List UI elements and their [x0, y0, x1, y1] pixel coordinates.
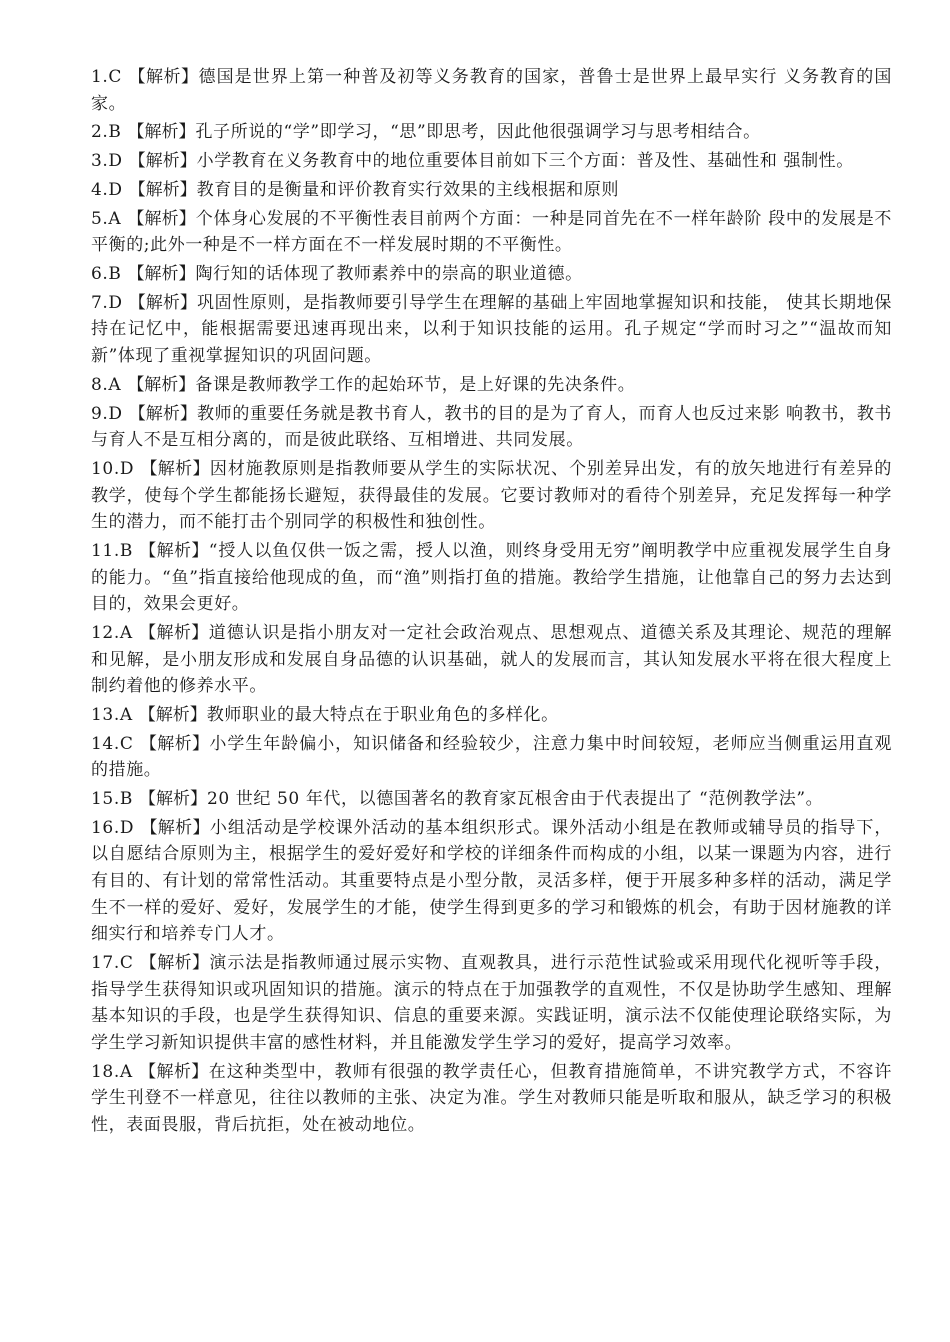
answer-entry	[91, 290, 892, 370]
answer-number: 7.D	[91, 292, 123, 313]
analysis-tag: 【解析】	[139, 733, 210, 754]
answer-entry	[91, 815, 892, 948]
analysis-text: “授人以鱼仅供一饭之需，授人以渔，则终身受用无穷”阐明教学中应重视发展学生自身的能力。“鱼”指直接给他现成的鱼，而“渔”则指打鱼的措施。教给学生措施，让他靠自己的努力去达到目的，效果会更好。	[91, 540, 892, 615]
answer-list	[91, 64, 892, 1138]
analysis-text: 小学生年龄偏小，知识储备和经验较少，注意力集中时间较短，老师应当侧重运用直观的措施。	[91, 733, 892, 781]
answer-entry	[91, 177, 892, 204]
answer-number: 16.D	[91, 817, 135, 838]
answer-number: 9.D	[91, 403, 123, 424]
answer-number: 6.B	[91, 264, 122, 285]
analysis-text: 个体身心发展的不平衡性表目前两个方面：一种是同首先在不一样年龄阶 段中的发展是不平衡的;此外一种是不一样方面在不一样发展时期的不平衡性。	[91, 208, 892, 256]
analysis-text: 道德认识是指小朋友对一定社会政治观点、思想观点、道德关系及其理论、规范的理解和见解，是小朋友形成和发展自身品德的认识基础，就人的发展而言，其认知发展水平将在很大程度上制约着他的修养水平。	[91, 622, 892, 697]
answer-number: 2.B	[91, 122, 122, 143]
answer-entry	[91, 950, 892, 1056]
analysis-tag: 【解析】	[127, 208, 196, 229]
answer-number: 17.C	[91, 953, 134, 973]
analysis-text: 教师职业的最大特点在于职业角色的多样化。	[206, 704, 559, 725]
analysis-tag: 【解析】	[139, 622, 209, 643]
answer-entry	[91, 620, 892, 700]
answer-entry	[91, 148, 892, 175]
analysis-tag: 【解析】	[139, 540, 209, 561]
analysis-tag: 【解析】	[138, 789, 207, 810]
answer-entry	[91, 372, 892, 399]
analysis-text: 教师的重要任务就是教书育人，教书的目的是为了育人，而育人也反过来影 响教书，教书与育人不是互相分离的，而是彼此联络、互相增进、共同发展。	[91, 403, 892, 451]
answer-entry	[91, 731, 892, 784]
answer-number: 10.D	[91, 459, 135, 479]
answer-number: 15.B	[91, 789, 133, 810]
analysis-tag: 【解析】	[138, 704, 207, 725]
answer-entry	[91, 786, 892, 813]
analysis-text: 陶行知的话体现了教师素养中的崇高的职业道德。	[195, 264, 583, 285]
answer-entry	[91, 456, 892, 536]
analysis-tag: 【解析】	[139, 1061, 209, 1082]
answer-entry	[91, 119, 892, 146]
answer-number: 11.B	[91, 540, 133, 561]
analysis-tag: 【解析】	[127, 122, 196, 143]
analysis-tag: 【解析】	[128, 403, 197, 424]
analysis-text: 教育目的是衡量和评价教育实行效果的主线根据和原则	[196, 179, 620, 200]
analysis-tag: 【解析】	[127, 264, 196, 285]
answer-number: 1.C	[91, 67, 123, 87]
answer-number: 13.A	[91, 704, 133, 725]
answer-number: 14.C	[91, 733, 134, 754]
analysis-tag: 【解析】	[127, 374, 196, 395]
analysis-tag: 【解析】	[128, 179, 197, 200]
analysis-text: 小学教育在义务教育中的地位重要体目前如下三个方面：普及性、基础性和 强制性。	[196, 151, 854, 172]
analysis-tag: 【解析】	[140, 459, 210, 479]
answer-entry	[91, 1059, 892, 1139]
analysis-text: 演示法是指教师通过展示实物、直观教具，进行示范性试验或采用现代化视听等手段，指导学生获得知识或巩固知识的措施。演示的特点在于加强教学的直观性，不仅是协助学生感知、理解基本知识的手段，也是学生获得知识、信息的重要来源。实践证明，演示法不仅能使理论联络实际，为学生学习新知识提供丰富的感性材料，并且能激发学生学习的爱好，提高学习效率。	[91, 953, 892, 1053]
analysis-text: 德国是世界上第一种普及初等义务教育的国家，普鲁士是世界上最早实行 义务教育的国家。	[91, 67, 892, 114]
answer-entry	[91, 401, 892, 454]
answer-entry	[91, 261, 892, 288]
analysis-tag: 【解析】	[139, 953, 210, 973]
analysis-text: 小组活动是学校课外活动的基本组织形式。课外活动小组是在教师或辅导员的指导下，以自愿结合原则为主，根据学生的爱好爱好和学校的详细条件而构成的小组，以某一课题为内容，进行有目的、有计划的常常性活动。其重要特点是小型分散，灵活多样，便于开展多种多样的活动，满足学生不一样的爱好、爱好，发展学生的才能，使学生得到更多的学习和锻炼的机会，有助于因材施教的详细实行和培养专门人才。	[91, 817, 892, 945]
answer-number: 12.A	[91, 622, 133, 643]
analysis-tag: 【解析】	[140, 817, 210, 838]
analysis-text: 孔子所说的“学”即学习，“思”即思考，因此他很强调学习与思考相结合。	[195, 122, 761, 143]
analysis-text: 20 世纪 50 年代，以德国著名的教育家瓦根舍由于代表提出了 “范例教学法”。	[206, 789, 824, 810]
answer-entry	[91, 64, 892, 117]
analysis-tag: 【解析】	[128, 67, 199, 87]
answer-number: 4.D	[91, 179, 123, 200]
answer-number: 5.A	[91, 208, 122, 229]
answer-number: 18.A	[91, 1061, 133, 1082]
analysis-text: 备课是教师教学工作的起始环节，是上好课的先决条件。	[195, 374, 636, 395]
analysis-text: 因材施教原则是指教师要从学生的实际状况、个别差异出发，有的放矢地进行有差异的教学，使每个学生都能扬长避短，获得最佳的发展。它要讨教师对的看待个别差异，充足发挥每一种学生的潜力，而不能打击个别同学的积极性和独创性。	[91, 459, 892, 533]
answer-entry	[91, 206, 892, 259]
answer-entry	[91, 702, 892, 729]
analysis-tag: 【解析】	[128, 151, 197, 172]
analysis-tag: 【解析】	[128, 292, 197, 313]
analysis-text: 巩固性原则，是指教师要引导学生在理解的基础上牢固地掌握知识和技能， 使其长期地保持在记忆中，能根据需要迅速再现出来，以利于知识技能的运用。孔子规定“学而时习之”“温故而知新”体现了重视掌握知识的巩固问题。	[91, 292, 892, 367]
answer-number: 3.D	[91, 151, 123, 172]
analysis-text: 在这种类型中，教师有很强的教学责任心，但教育措施简单，不讲究教学方式，不容许学生刊登不一样意见，往往以教师的主张、决定为准。学生对教师只能是听取和服从，缺乏学习的积极性，表面畏服，背后抗拒，处在被动地位。	[91, 1061, 892, 1135]
answer-number: 8.A	[91, 374, 122, 395]
answer-entry	[91, 538, 892, 618]
